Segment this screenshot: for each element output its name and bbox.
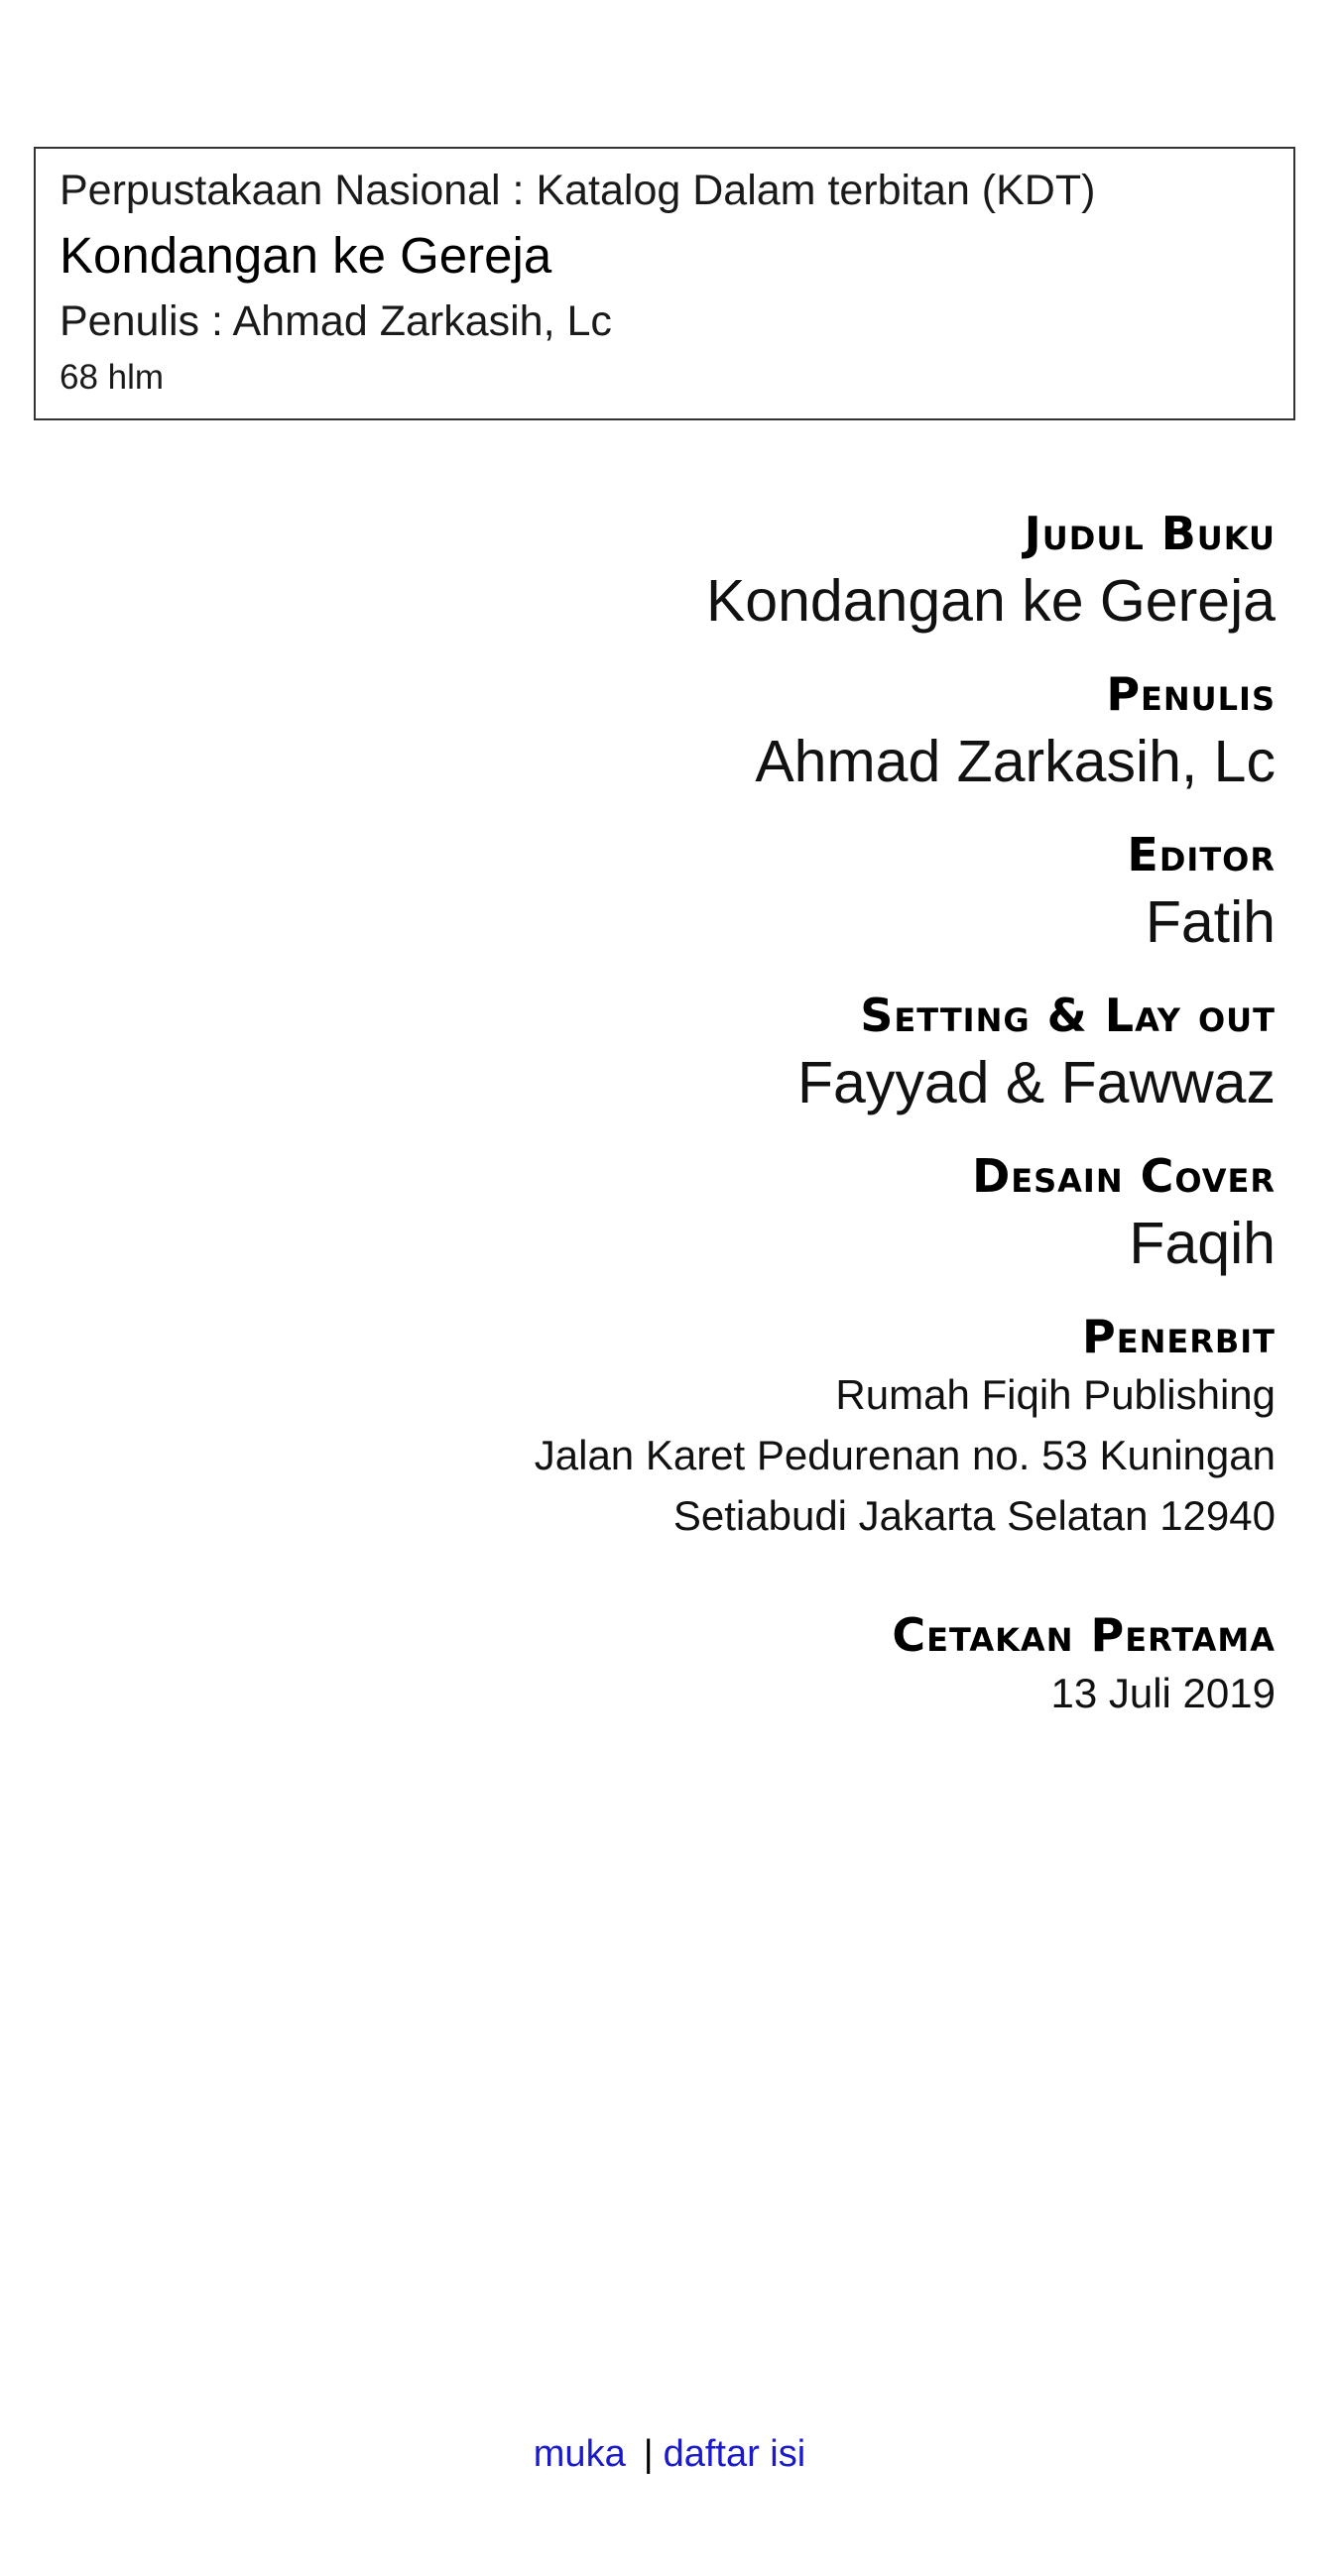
- publisher-name: Rumah Fiqih Publishing: [835, 1371, 1276, 1418]
- book-title-value: Kondangan ke Gereja: [705, 568, 1276, 634]
- cover-label: Desain Cover: [972, 1149, 1276, 1203]
- publisher-address-line-2: Setiabudi Jakarta Selatan 12940: [672, 1492, 1276, 1539]
- author-label: Penulis: [1106, 667, 1276, 721]
- catalog-title: Kondangan ke Gereja: [60, 227, 552, 284]
- table-of-contents-link[interactable]: daftar isi: [663, 2433, 806, 2475]
- book-title-label: Judul Buku: [1024, 507, 1276, 560]
- publisher-label: Penerbit: [1082, 1310, 1276, 1363]
- nav-separator: |: [643, 2433, 654, 2475]
- first-print-date: 13 Juli 2019: [1050, 1670, 1276, 1716]
- publisher-address-line-1: Jalan Karet Pedurenan no. 53 Kuningan: [534, 1432, 1276, 1478]
- catalog-header: Perpustakaan Nasional : Katalog Dalam terbitan (KDT): [60, 167, 1096, 214]
- author-value: Ahmad Zarkasih, Lc: [755, 729, 1276, 794]
- editor-label: Editor: [1127, 828, 1276, 881]
- footer-nav: [0, 2429, 1339, 2479]
- catalog-pages: 68 hlm: [60, 358, 165, 397]
- editor-value: Fatih: [1145, 889, 1276, 955]
- publisher-block: [184, 1364, 1276, 1546]
- catalog-author: Penulis : Ahmad Zarkasih, Lc: [60, 297, 612, 345]
- cover-value: Faqih: [1129, 1211, 1276, 1276]
- home-link[interactable]: muka: [533, 2433, 626, 2475]
- layout-label: Setting & Lay out: [860, 989, 1276, 1042]
- catalog-box: [34, 147, 1295, 420]
- first-print-label: Cetakan Pertama: [892, 1608, 1276, 1662]
- colophon: [184, 506, 1276, 1723]
- layout-value: Fayyad & Fawwaz: [797, 1050, 1276, 1115]
